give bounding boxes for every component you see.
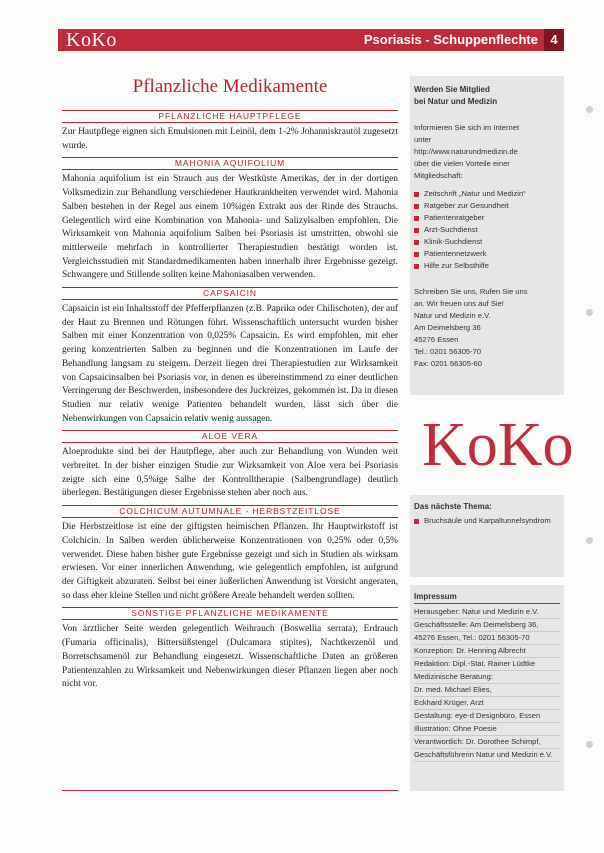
punch-hole [586,309,593,316]
membership-info: Informieren Sie sich im Internet unter http://www.naturundmedizin.de über die vielen Vorteile einer Mitgliedschaft: [414,122,560,182]
list-item: Patientennetzwerk [414,248,560,260]
section-heading: CAPSAICIN [62,287,398,300]
membership-box [410,76,564,395]
section-heading: PFLANZLICHE HAUPTPFLEGE [62,110,398,123]
punch-hole [586,537,593,544]
bottom-divider [62,790,398,791]
sidebar [410,76,574,791]
section-paragraph: Die Herbstzeitlose ist eine der giftigsten heimischen Pflanzen. Ihr Hauptwirkstoff ist Colchicin. In Salben werden üblicherweise Konzentrationen von 0,25% oder 0,5% verwendet. Diese haben bisher gute Ergebnisse gezeigt und sich in Studien als wirksam erwiesen. Vor einer innerlichen Anwendung, wie gelegentlich empfohlen, ist aufgrund der Giftigkeit abzuraten. Selbst bei einer äußerlichen Anwendung ist Vorsicht angeraten, so dass eher kleine Stellen und nicht größere Areale behandelt werden sollten. [62,522,398,601]
section-heading: ALOE VERA [62,430,398,443]
list-item: Klinik-Suchdienst [414,236,560,248]
article-title: Pflanzliche Medikamente [132,76,328,97]
section-heading: COLCHICUM AUTUMNALE - HERBSTZEITLOSE [62,505,398,518]
section-paragraph: Aloeprodukte sind bei der Hautpflege, aber auch zur Behandlung von Wunden weit verbreitet. In der bisher einzigen Studie zur Wirksamkeit von Aloe vera bei Psoriasis zeigte sich eine 0,5%ige Salbe der Kontrolltherapie (Salbengrundlage) deutlich überlegen. Bestätigungen dieser Ergebnisse stehen aber noch aus. [62,447,398,499]
next-topic-list [414,515,560,527]
page-header-bar [58,29,564,51]
section-paragraph: Mahonia aquifolium ist ein Strauch aus der Westküste Amerikas, der in der dortigen Volksmedizin zur Behandlung verschiedener Hautkrankheiten verwendet wird. Mahonia Salben bestehen in der Regel aus einem 10%igen Extrakt aus der Rinde des Strauchs. Gelegentlich wird eine Kombination von Mahonia- und Salizylsalben empfohlen. Die Wirksamkeit von Mahonia aquifolium Salben bei Psoriasis ist umstritten, obwohl sie mittlerweile mehrfach in kontrollierter Therapiestudien bestätigt worden ist. Vergleichsstudien mit Standardmedikamenten haben innerhalb ihrer Ergebnisse gezeigt. Schwangere und Stillende sollten keine Mahoniasalben verwenden. [62,174,398,281]
membership-heading: Werden Sie Mitglied bei Natur und Medizin [414,85,498,106]
list-item: Ratgeber zur Gesundheit [414,200,560,212]
section-paragraph: Von ärztlicher Seite werden gelegentlich Weihrauch (Boswellia serrata), Erdrauch (Fumaria officinalis), Bittersüßstengel (Dulcamara stipites), Nachtkerzenöl und Borretschsamenöl zur Behandlung eingesetzt. Wissenschaftliche Daten an größeren Patientenzahlen zu Wirksamkeit und Nebenwirkungen dieser Pflanzen liegen aber noch nicht vor. [62,624,398,690]
website-link[interactable]: http://www.naturundmedizin.de [414,147,518,156]
main-column [62,72,398,694]
section-paragraph: Zur Hautpflege eignen sich Emulsionen mit Leinöl, dem 1-2% Johanniskrautöl zugesetzt wurde. [62,127,398,151]
punch-hole [586,741,593,748]
list-item: Arzt-Suchdienst [414,224,560,236]
header-logo: KoKo [66,29,117,51]
list-item: Zeitschrift „Natur und Medizin“ [414,188,560,200]
contact-block: Schreiben Sie uns, Rufen Sie uns an. Wir freuen uns auf Sie! Natur und Medizin e.V. Am Deimelsberg 36 45276 Essen Tel.: 0201 56305-70 Fax: 0201 56305-60 [414,287,528,368]
list-item: Patientenratgeber [414,212,560,224]
header-title: Psoriasis - Schuppenflechte [363,32,538,47]
next-topic-box [410,495,564,577]
list-item: Bruchsäule und Karpaltunnelsyndrom [414,515,560,527]
punch-hole [586,106,593,113]
section-heading: SONSTIGE PFLANZLICHE MEDIKAMENTE [62,607,398,620]
next-topic-heading: Das nächste Thema: [414,502,492,511]
list-item: Hilfe zur Selbsthilfe [414,260,560,272]
page-number: 4 [544,29,564,51]
koko-logo: KoKo [410,395,564,495]
impressum-heading: Impressum [414,591,560,604]
section-paragraph: Capsaicin ist ein Inhaltsstoff der Pfefferpflanzen (z.B. Paprika oder Chilischoten), der auf der Haut zu Brennen und Rötungen führt. Wissenschaftlich untersucht wurden bisher Salben mit einer Konzentration von 0,025% Capsaicin. Es wird empfohlen, mit eher gering konzentrierten Salben zu beginnen und die Konzentrationen im Laufe der Behandlung langsam zu steigern. Derzeit liegen drei Therapiestudien zur Wirksamkeit von Capsaicinsalben bei Psoriasis vor, in denen es übereinstimmend zu einer deutlichen Verringerung der Beschwerden, insbesondere des Juckreizes, gekommen ist. Da in diesen Studien nur relativ wenige Patienten behandelt wurden, lässt sich über die Nebenwirkungen von Capsaicin relativ wenig aussagen. [62,304,399,424]
benefits-list [414,188,560,272]
impressum-box: Impressum Herausgeber: Natur und Medizin e.V. Geschäftsstelle: Am Deimelsberg 36, 45276 Essen, Tel.: 0201 56305-70 Konzeption: Dr. Henning Albrecht Redaktion: Dipl.-Stat. Rainer Lüdtke Medizinische Beratung: Dr. med. Michael Elies, Eckhard Krüger, Arzt Gestaltung: eye-d Designbüro, Essen Illustration: Ohne Poesie Verantwortlich: Dr. Dorothee Schimpf, Geschäftsführerin Natur und Medizin e.V. [410,585,564,791]
section-heading: MAHONIA AQUIFOLIUM [62,157,398,170]
